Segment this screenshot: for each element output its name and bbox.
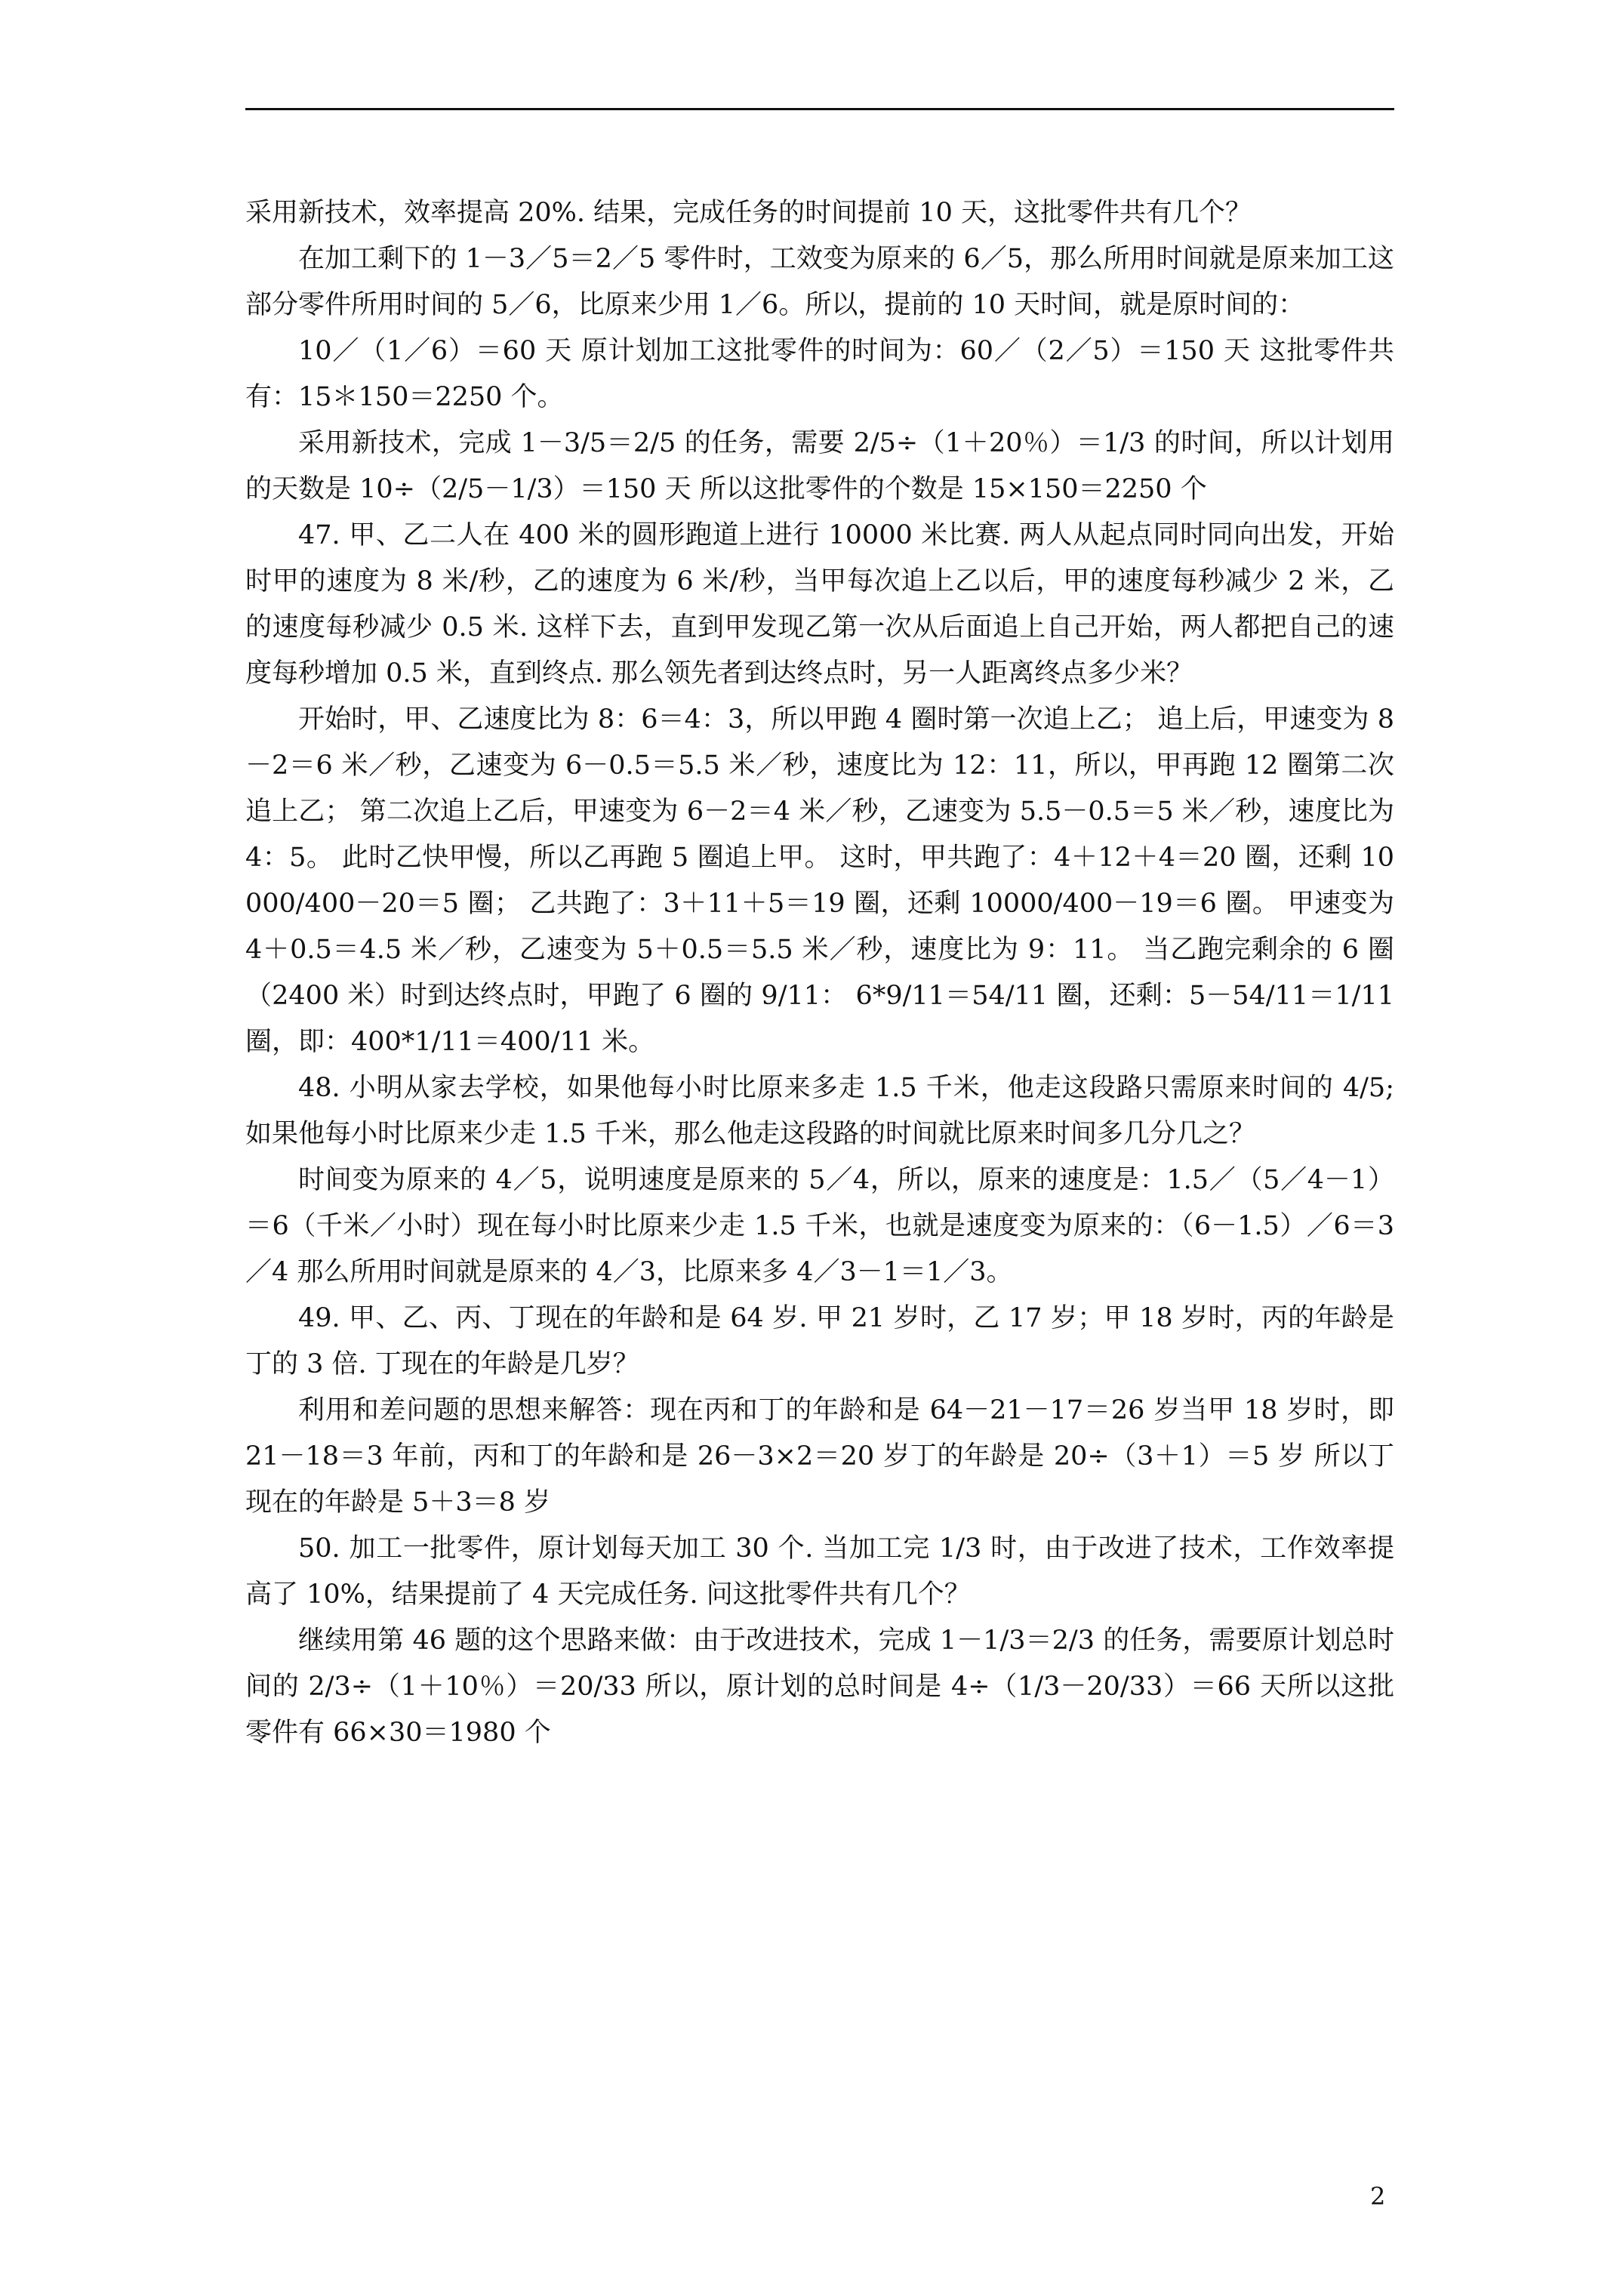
paragraph-solution-49: 利用和差问题的思想来解答：现在丙和丁的年龄和是 64－21－17＝26 岁当甲 18 岁时，即 21－18＝3 年前，丙和丁的年龄和是 26－3×2＝20 岁丁的年龄是 20÷（3＋1）＝5 岁 所以丁现在的年龄是 5＋3＝8 岁 bbox=[245, 1395, 1394, 1518]
paragraph-question-48: 48. 小明从家去学校，如果他每小时比原来多走 1.5 千米，他走这段路只需原来时间的 4/5; 如果他每小时比原来少走 1.5 千米，那么他走这段路的时间就比原来时间多几分几之？ bbox=[245, 1073, 1394, 1149]
paragraph-solution-46-c: 采用新技术，完成 1－3/5＝2/5 的任务，需要 2/5÷（1＋20％）＝1/3 的时间，所以计划用的天数是 10÷（2/5－1/3）＝150 天 所以这批零件的个数是 15×150＝2250 个 bbox=[245, 428, 1394, 504]
page-number: 2 bbox=[1370, 2182, 1386, 2211]
document-body bbox=[245, 190, 1394, 1756]
paragraph-question-49: 49. 甲、乙、丙、丁现在的年龄和是 64 岁. 甲 21 岁时，乙 17 岁；甲 18 岁时，丙的年龄是丁的 3 倍. 丁现在的年龄是几岁？ bbox=[245, 1303, 1394, 1379]
paragraph-solution-48: 时间变为原来的 4／5，说明速度是原来的 5／4，所以，原来的速度是：1.5／（5／4－1）＝6（千米／小时）现在每小时比原来少走 1.5 千米，也就是速度变为原来的：（6－1.5）／6＝3／4 那么所用时间就是原来的 4／3，比原来多 4／3－1＝1／3。 bbox=[245, 1165, 1394, 1287]
paragraph-continuation: 采用新技术，效率提高 20%. 结果，完成任务的时间提前 10 天，这批零件共有几个？ bbox=[245, 198, 1252, 228]
paragraph-solution-50: 继续用第 46 题的这个思路来做：由于改进技术，完成 1－1/3＝2/3 的任务，需要原计划总时间的 2/3÷（1＋10％）＝20/33 所以，原计划的总时间是 4÷（1/3－20/33）＝66 天所以这批零件有 66×30＝1980 个 bbox=[245, 1626, 1394, 1748]
paragraph-question-50: 50. 加工一批零件，原计划每天加工 30 个. 当加工完 1/3 时，由于改进了技术，工作效率提高了 10%，结果提前了 4 天完成任务. 问这批零件共有几个？ bbox=[245, 1533, 1394, 1610]
paragraph-solution-46-b: 10／（1／6）＝60 天 原计划加工这批零件的时间为：60／（2／5）＝150 天 这批零件共有：15＊150＝2250 个。 bbox=[245, 336, 1394, 412]
paragraph-question-47: 47. 甲、乙二人在 400 米的圆形跑道上进行 10000 米比赛. 两人从起点同时同向出发，开始时甲的速度为 8 米/秒，乙的速度为 6 米/秒，当甲每次追上乙以后，甲的速度每秒减少 2 米，乙的速度每秒减少 0.5 米. 这样下去，直到甲发现乙第一次从后面追上自己开始，两人都把自己的速度每秒增加 0.5 米，直到终点. 那么领先者到达终点时，另一人距离终点多少米？ bbox=[245, 520, 1394, 689]
header-rule bbox=[245, 108, 1394, 110]
paragraph-solution-46-a: 在加工剩下的 1－3／5＝2／5 零件时，工效变为原来的 6／5，那么所用时间就是原来加工这部分零件所用时间的 5／6，比原来少用 1／6。所以，提前的 10 天时间，就是原时间的： bbox=[245, 244, 1394, 320]
paragraph-solution-47: 开始时，甲、乙速度比为 8：6＝4：3，所以甲跑 4 圈时第一次追上乙； 追上后，甲速变为 8－2＝6 米／秒，乙速变为 6－0.5＝5.5 米／秒，速度比为 12：11，所以，甲再跑 12 圈第二次追上乙； 第二次追上乙后，甲速变为 6－2＝4 米／秒，乙速变为 5.5－0.5＝5 米／秒，速度比为 4：5。 此时乙快甲慢，所以乙再跑 5 圈追上甲。 这时，甲共跑了：4＋12＋4＝20 圈，还剩 10000/400－20＝5 圈； 乙共跑了：3＋11＋5＝19 圈，还剩 10000/400－19＝6 圈。 甲速变为 4＋0.5＝4.5 米／秒，乙速变为 5＋0.5＝5.5 米／秒，速度比为 9：11。 当乙跑完剩余的 6 圈（2400 米）时到达终点时，甲跑了 6 圈的 9/11： 6*9/11＝54/11 圈，还剩：5－54/11＝1/11 圈，即：400*1/11＝400/11 米。 bbox=[245, 704, 1394, 1057]
